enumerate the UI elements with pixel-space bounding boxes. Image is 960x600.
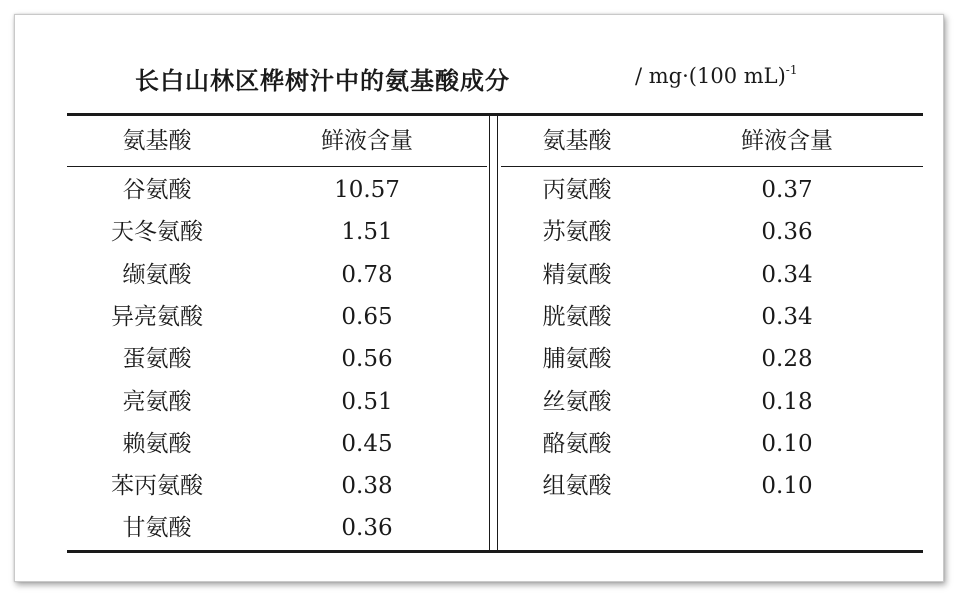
amino-acid-content: 0.56 bbox=[341, 346, 393, 372]
amino-acid-name: 谷氨酸 bbox=[122, 177, 192, 203]
amino-acid-content: 0.18 bbox=[761, 389, 813, 415]
amino-acid-name: 甘氨酸 bbox=[122, 515, 192, 541]
header-rule-left bbox=[67, 166, 487, 167]
amino-acid-name: 脯氨酸 bbox=[542, 346, 612, 372]
amino-acid-content: 0.45 bbox=[341, 431, 393, 457]
header-content: 鲜液含量 bbox=[741, 128, 833, 154]
amino-acid-name: 丙氨酸 bbox=[542, 177, 612, 203]
header-amino-acid: 氨基酸 bbox=[542, 128, 612, 154]
amino-acid-content: 0.36 bbox=[341, 515, 393, 541]
top-rule bbox=[67, 113, 923, 116]
header-amino-acid: 氨基酸 bbox=[122, 128, 192, 154]
amino-acid-name: 赖氨酸 bbox=[122, 431, 192, 457]
amino-acid-content: 0.38 bbox=[341, 473, 393, 499]
unit-label bbox=[635, 63, 798, 88]
header-rule-right bbox=[501, 166, 923, 167]
amino-acid-content: 1.51 bbox=[341, 219, 393, 245]
amino-acid-content: 0.36 bbox=[761, 219, 813, 245]
amino-acid-name: 苏氨酸 bbox=[542, 219, 612, 245]
amino-acid-name: 苯丙氨酸 bbox=[111, 473, 203, 499]
amino-acid-name: 丝氨酸 bbox=[542, 389, 612, 415]
unit-text: / mg·(100 mL) bbox=[635, 64, 786, 88]
amino-acid-table bbox=[67, 113, 923, 553]
amino-acid-name: 精氨酸 bbox=[542, 262, 612, 288]
caption bbox=[107, 57, 867, 97]
amino-acid-name: 亮氨酸 bbox=[122, 389, 192, 415]
amino-acid-name: 缬氨酸 bbox=[122, 262, 192, 288]
amino-acid-content: 0.10 bbox=[761, 431, 813, 457]
amino-acid-content: 0.65 bbox=[341, 304, 393, 330]
amino-acid-name: 异亮氨酸 bbox=[111, 304, 203, 330]
bottom-rule bbox=[67, 550, 923, 553]
amino-acid-content: 0.37 bbox=[761, 177, 813, 203]
amino-acid-name: 酪氨酸 bbox=[542, 431, 612, 457]
header-content: 鲜液含量 bbox=[321, 128, 413, 154]
amino-acid-name: 蛋氨酸 bbox=[122, 346, 192, 372]
amino-acid-name: 组氨酸 bbox=[542, 473, 612, 499]
column-divider bbox=[489, 116, 490, 550]
document-card bbox=[14, 14, 944, 582]
amino-acid-name: 天冬氨酸 bbox=[111, 219, 203, 245]
table-title: 长白山林区桦树汁中的氨基酸成分 bbox=[135, 67, 510, 95]
amino-acid-content: 0.51 bbox=[341, 389, 393, 415]
amino-acid-content: 0.10 bbox=[761, 473, 813, 499]
unit-exponent: -1 bbox=[785, 63, 798, 77]
amino-acid-content: 10.57 bbox=[334, 177, 400, 203]
amino-acid-name: 胱氨酸 bbox=[542, 304, 612, 330]
amino-acid-content: 0.34 bbox=[761, 262, 813, 288]
amino-acid-content: 0.34 bbox=[761, 304, 813, 330]
amino-acid-content: 0.28 bbox=[761, 346, 813, 372]
amino-acid-content: 0.78 bbox=[341, 262, 393, 288]
